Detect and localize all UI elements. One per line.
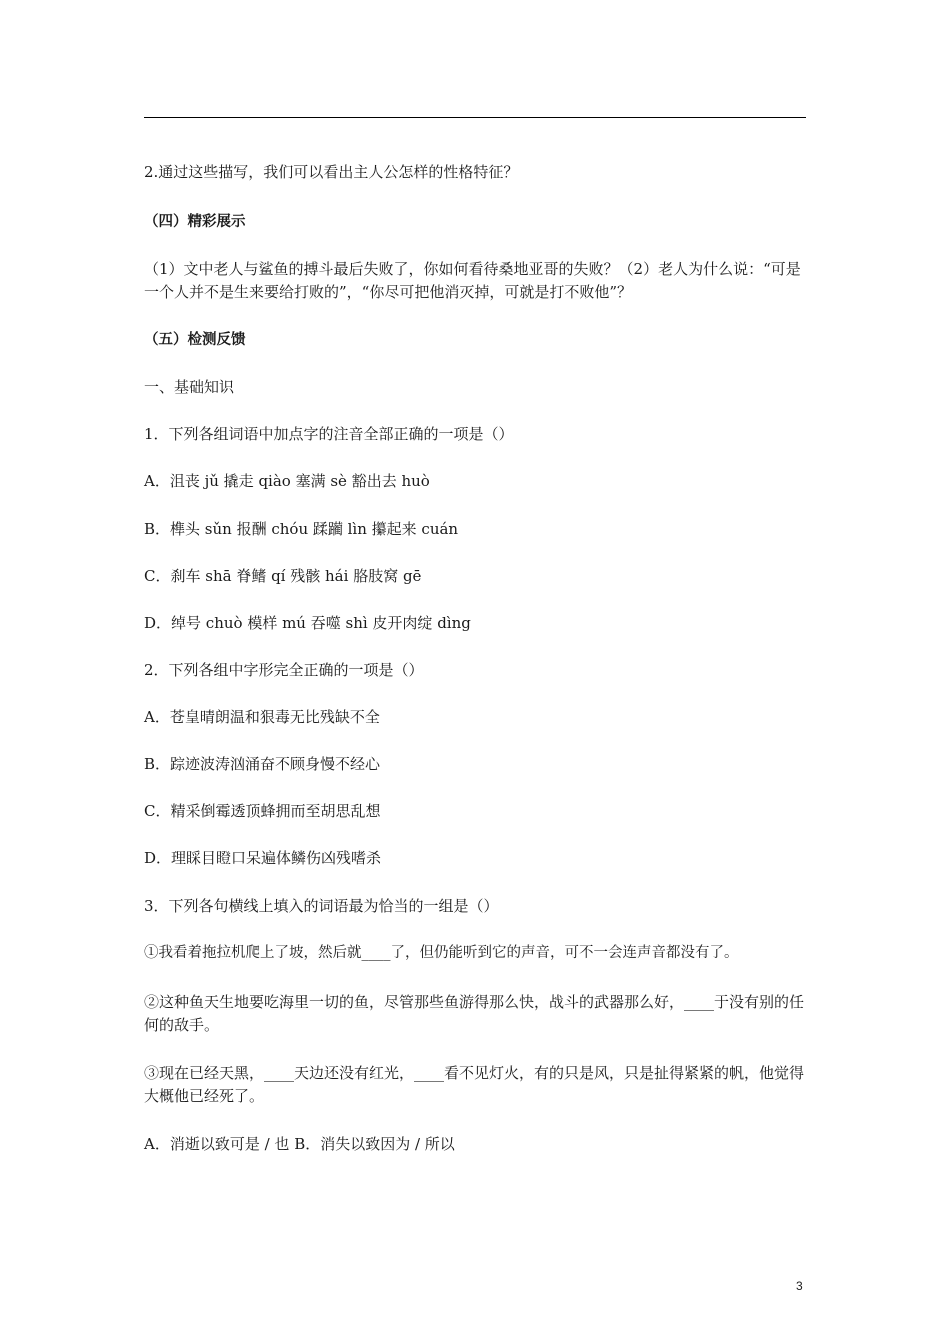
question-3-sentence-1: ①我看着拖拉机爬上了坡，然后就____了，但仍能听到它的声音，可不一会连声音都没有了。 [144,945,739,961]
section-heading-feedback: （五）检测反馈 [144,332,246,348]
question-2-stem: 2．下列各组中字形完全正确的一项是（） [144,661,424,679]
question-1-option-b: B．榫头 sǔn 报酬 chóu 蹂躏 lìn 攥起来 cuán [144,520,459,538]
question-3-sentence-3: ③现在已经天黑，____天边还没有红光，____看不见灯火，有的只是风，只是扯得紧紧的帆，他觉得大概他已经死了。 [144,1064,805,1105]
question-3-stem: 3．下列各句横线上填入的词语最为恰当的一组是（） [144,897,499,915]
showcase-questions: （1）文中老人与鲨鱼的搏斗最后失败了，你如何看待桑地亚哥的失败？（2）老人为什么说：“可是一个人并不是生来要给打败的”，“你尽可把他消灭掉，可就是打不败他”？ [144,260,801,301]
question-1-stem: 1．下列各组词语中加点字的注音全部正确的一项是（） [144,425,514,443]
header-rule [144,117,806,118]
question-2-option-c: C．精采倒霉透顶蜂拥而至胡思乱想 [144,802,381,820]
question-2-option-d: D．理睬目瞪口呆遍体鳞伤凶残嗜杀 [144,849,382,867]
question-2-text: 2.通过这些描写，我们可以看出主人公怎样的性格特征？ [144,163,519,181]
question-1-option-a: A．沮丧 jǔ 撬走 qiào 塞满 sè 豁出去 huò [144,472,430,490]
question-3-options: A．消逝以致可是 / 也 B．消失以致因为 / 所以 [144,1135,455,1153]
section-heading-showcase: （四）精彩展示 [144,214,246,230]
question-2-option-a: A．苍皇晴朗温和狠毒无比残缺不全 [144,708,380,726]
page-number: 3 [796,1279,803,1293]
question-2-option-b: B．踪迹波涛汹涌奋不顾身慢不经心 [144,755,381,773]
question-3-sentence-2: ②这种鱼天生地要吃海里一切的鱼，尽管那些鱼游得那么快，战斗的武器那么好，____于没有别的任何的敌手。 [144,993,805,1034]
question-1-option-c: C．刹车 shā 脊鳍 qí 残骸 hái 胳肢窝 gē [144,567,422,585]
question-1-option-d: D．绰号 chuò 模样 mú 吞噬 shì 皮开肉绽 dìng [144,614,471,632]
subsection-basic-knowledge: 一、基础知识 [144,378,235,396]
